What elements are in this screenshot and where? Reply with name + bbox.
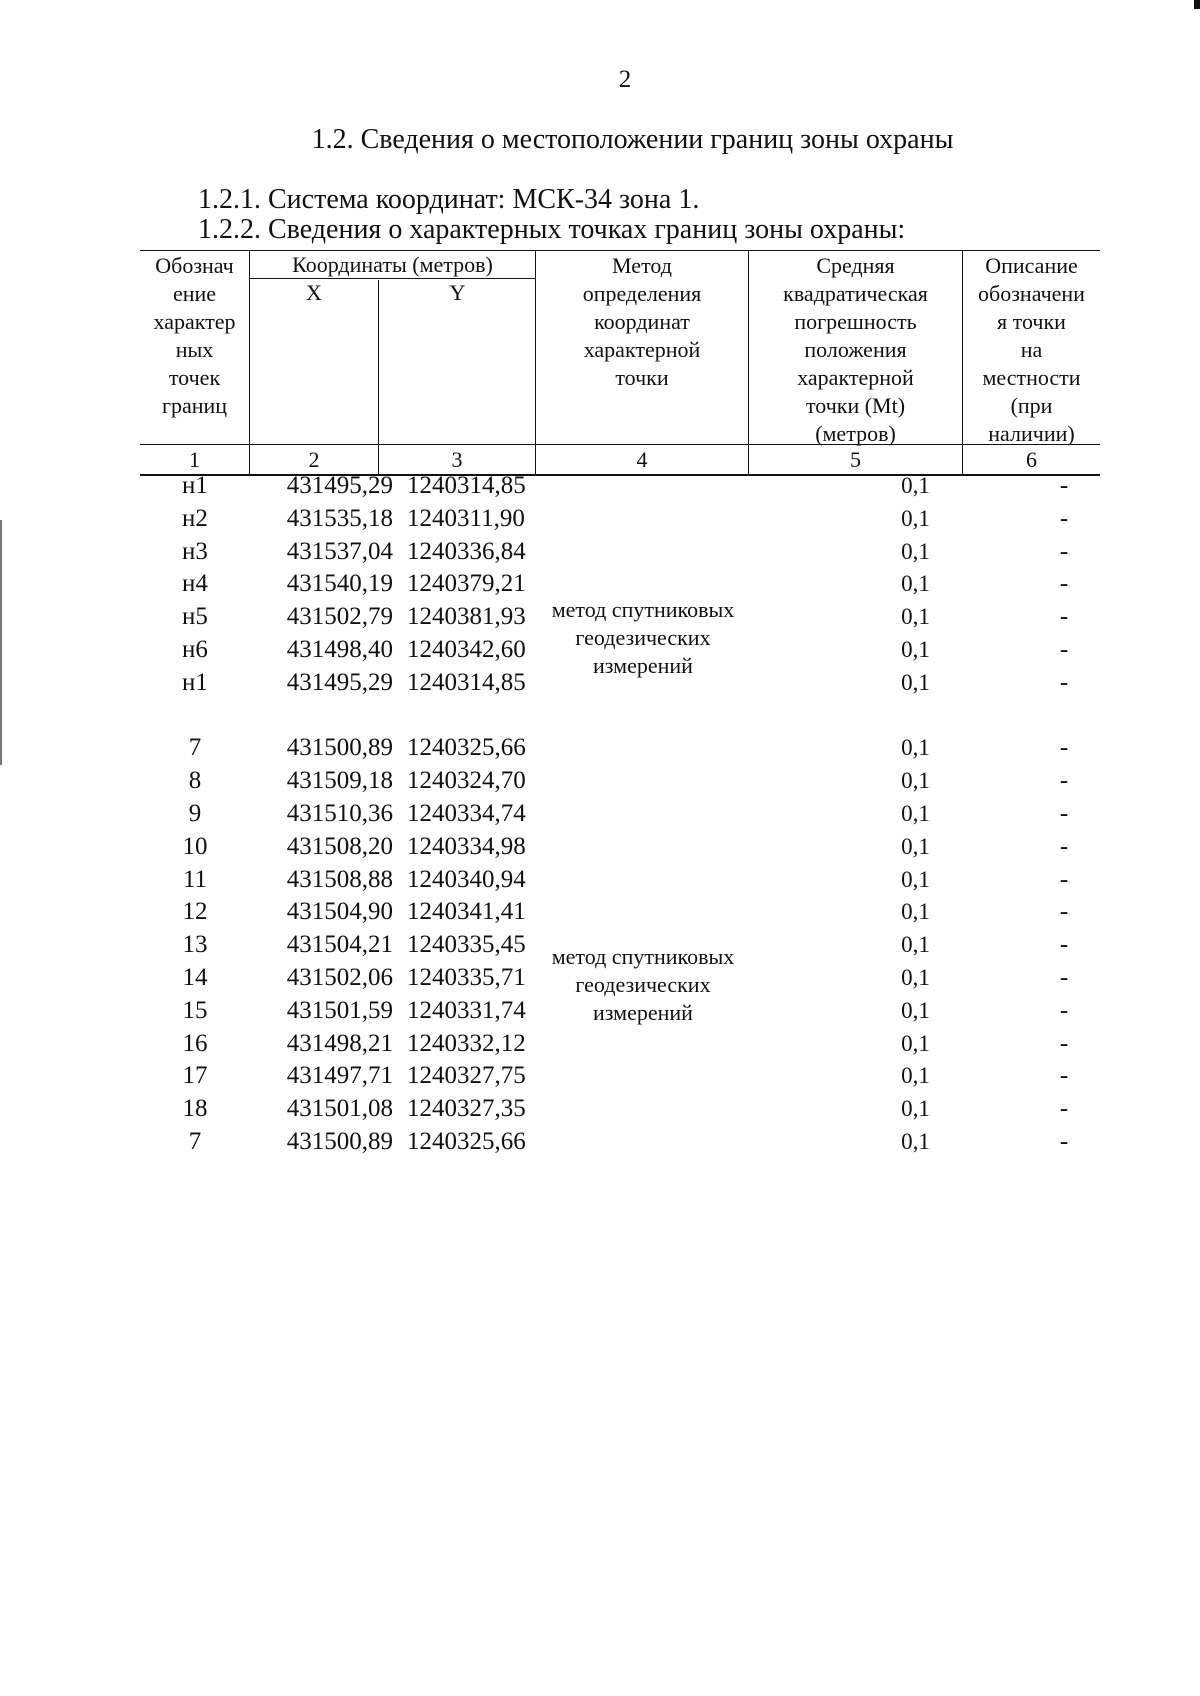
section-heading: 1.2. Сведения о местоположении границ зоны охраны [311, 124, 954, 155]
coordinate-x: 431500,89 [286, 1128, 393, 1155]
coordinate-y: 1240381,93 [407, 603, 526, 631]
point-name: н4 [182, 570, 208, 598]
description-value: - [1059, 734, 1069, 762]
coordinate-y: 1240324,70 [407, 767, 526, 795]
accuracy-value: 0,1 [901, 965, 930, 990]
column-number-5: 5 [749, 446, 963, 474]
point-name: 7 [188, 734, 202, 762]
column-number-1: 1 [140, 446, 250, 474]
accuracy-value: 0,1 [901, 833, 930, 859]
header-designation-text: Обознач ение характер ных точек границ [153, 253, 236, 418]
point-name: н1 [182, 668, 208, 696]
coordinate-y: 1240332,12 [407, 1029, 526, 1057]
coordinate-y: 1240334,98 [407, 832, 526, 860]
header-coordinates-title: Координаты (метров) [292, 252, 493, 277]
coordinate-x: 431501,59 [286, 996, 393, 1024]
accuracy-value: 0,1 [901, 866, 930, 892]
table-row [140, 1028, 1100, 1060]
accuracy-value: 0,1 [901, 1129, 930, 1154]
coordinate-x: 431540,19 [286, 570, 393, 598]
coordinate-y: 1240342,60 [407, 636, 526, 663]
description-value: - [1059, 964, 1069, 991]
coordinate-x: 431504,21 [286, 931, 393, 959]
accuracy-value: 0,1 [901, 1063, 930, 1089]
header-x: X [250, 280, 379, 474]
header-coordinates-rule [250, 278, 535, 279]
coordinate-y: 1240311,90 [407, 504, 525, 532]
point-name: н5 [182, 603, 208, 631]
accuracy-value: 0,1 [901, 473, 930, 498]
coordinate-x: 431502,79 [286, 603, 393, 631]
points-info-line: 1.2.2. Сведения о характерных точках границ зоны охраны: [198, 214, 906, 245]
point-name: 17 [182, 1062, 208, 1090]
description-value: - [1059, 832, 1069, 860]
accuracy-value: 0,1 [901, 997, 930, 1023]
description-value: - [1059, 636, 1069, 663]
column-number-4: 4 [536, 446, 749, 474]
coordinate-x: 431510,36 [286, 800, 393, 827]
point-name: н2 [182, 504, 208, 532]
coordinate-x: 431501,08 [286, 1095, 393, 1123]
accuracy-value: 0,1 [901, 637, 930, 662]
point-name: н3 [182, 537, 208, 565]
coordinate-y: 1240335,71 [407, 964, 526, 991]
header-y: Y [449, 280, 466, 305]
point-name: 8 [188, 767, 202, 795]
coordinate-y: 1240335,45 [407, 931, 526, 959]
page-number: 2 [618, 66, 632, 93]
description-value: - [1059, 570, 1069, 598]
point-name: 14 [182, 964, 208, 991]
header-designation [140, 250, 250, 474]
coordinate-y: 1240331,74 [407, 996, 526, 1024]
table-row [140, 765, 1100, 797]
accuracy-value: 0,1 [901, 505, 930, 531]
point-name: 16 [182, 1029, 208, 1057]
header-method [536, 250, 749, 474]
coordinate-y: 1240334,74 [407, 800, 526, 827]
coordinate-x: 431498,40 [286, 636, 393, 663]
description-value: - [1059, 1128, 1069, 1155]
column-number-2: 2 [250, 446, 379, 474]
description-value: - [1059, 931, 1069, 959]
accuracy-value: 0,1 [901, 932, 930, 958]
accuracy-value: 0,1 [901, 538, 930, 564]
accuracy-value: 0,1 [901, 571, 930, 597]
accuracy-value: 0,1 [901, 669, 930, 695]
coordinate-x: 431504,90 [286, 898, 393, 926]
coordinate-y: 1240325,66 [407, 734, 526, 762]
coordinate-x: 431535,18 [286, 504, 393, 532]
coordinate-x: 431495,29 [286, 668, 393, 696]
header-description [963, 250, 1100, 474]
method-group-2: метод спутниковых геодезических измерений [551, 944, 735, 1025]
accuracy-value: 0,1 [901, 801, 930, 826]
header-accuracy-text: Средняя квадратическая погрешность положения характерной точки (Mt) (метров) [783, 253, 928, 446]
point-name: 11 [182, 865, 208, 893]
description-value: - [1059, 1095, 1069, 1123]
coordinate-x: 431537,04 [286, 537, 393, 565]
description-value: - [1059, 865, 1069, 893]
description-value: - [1059, 504, 1069, 532]
point-name: 9 [188, 800, 202, 827]
table-row [140, 470, 1100, 502]
header-method-text: Метод определения координат характерной точки [582, 253, 702, 390]
table-header-rule [140, 444, 1100, 445]
table-row [140, 732, 1100, 764]
accuracy-value: 0,1 [901, 1096, 930, 1122]
description-value: - [1059, 668, 1069, 696]
description-value: - [1059, 537, 1069, 565]
table-row [140, 503, 1100, 535]
table-row [140, 864, 1100, 896]
column-number-3: 3 [379, 446, 536, 474]
table-row [140, 831, 1100, 863]
point-name: 12 [182, 898, 208, 926]
description-value: - [1059, 603, 1069, 631]
description-value: - [1059, 767, 1069, 795]
description-value: - [1059, 472, 1069, 499]
point-name: 18 [182, 1095, 208, 1123]
table-row [140, 536, 1100, 568]
coordinate-x: 431498,21 [286, 1029, 393, 1057]
coordinate-y: 1240379,21 [407, 570, 526, 598]
coordinate-x: 431509,18 [286, 767, 393, 795]
coordinate-x: 431508,88 [286, 865, 393, 893]
method-group-1: метод спутниковых геодезических измерений [551, 597, 735, 678]
scan-corner-mark [1194, 0, 1200, 9]
point-name: 7 [188, 1128, 202, 1155]
header-accuracy [749, 250, 963, 474]
table-header [140, 250, 1100, 474]
table-row [140, 1126, 1100, 1158]
coordinate-y: 1240314,85 [407, 472, 526, 499]
coordinate-y: 1240327,75 [407, 1062, 526, 1090]
coordinate-x: 431497,71 [286, 1062, 393, 1090]
point-name: 13 [182, 931, 208, 959]
coordinate-x: 431495,29 [286, 472, 393, 499]
coordinate-x: 431500,89 [286, 734, 393, 762]
point-name: 10 [182, 832, 208, 860]
coordinate-y: 1240327,35 [407, 1095, 526, 1123]
table-row [140, 1093, 1100, 1125]
accuracy-value: 0,1 [901, 735, 930, 761]
coordinate-y: 1240341,41 [407, 898, 526, 926]
coordinate-y: 1240336,84 [407, 537, 526, 565]
coordinate-x: 431502,06 [286, 964, 393, 991]
coordinate-x: 431508,20 [286, 832, 393, 860]
accuracy-value: 0,1 [901, 604, 930, 630]
table-row [140, 896, 1100, 928]
table-row [140, 1060, 1100, 1092]
accuracy-value: 0,1 [901, 1030, 930, 1056]
accuracy-value: 0,1 [901, 768, 930, 794]
table-row [140, 798, 1100, 830]
header-description-text: Описание обозначени я точки на местности (при наличии) [978, 253, 1085, 446]
point-name: 15 [182, 996, 208, 1024]
coordinate-y: 1240325,66 [407, 1128, 526, 1155]
description-value: - [1059, 996, 1069, 1024]
description-value: - [1059, 898, 1069, 926]
point-name: н1 [182, 472, 208, 499]
coordinate-system-line: 1.2.1. Система координат: МСК-34 зона 1. [198, 184, 700, 215]
description-value: - [1059, 800, 1069, 827]
column-number-6: 6 [1026, 447, 1037, 472]
point-name: н6 [182, 636, 208, 663]
description-value: - [1059, 1029, 1069, 1057]
accuracy-value: 0,1 [901, 899, 930, 925]
description-value: - [1059, 1062, 1069, 1090]
scan-margin-mark [0, 520, 2, 765]
coordinate-y: 1240314,85 [407, 668, 526, 696]
coordinate-y: 1240340,94 [407, 865, 526, 893]
header-coordinates [250, 250, 536, 474]
